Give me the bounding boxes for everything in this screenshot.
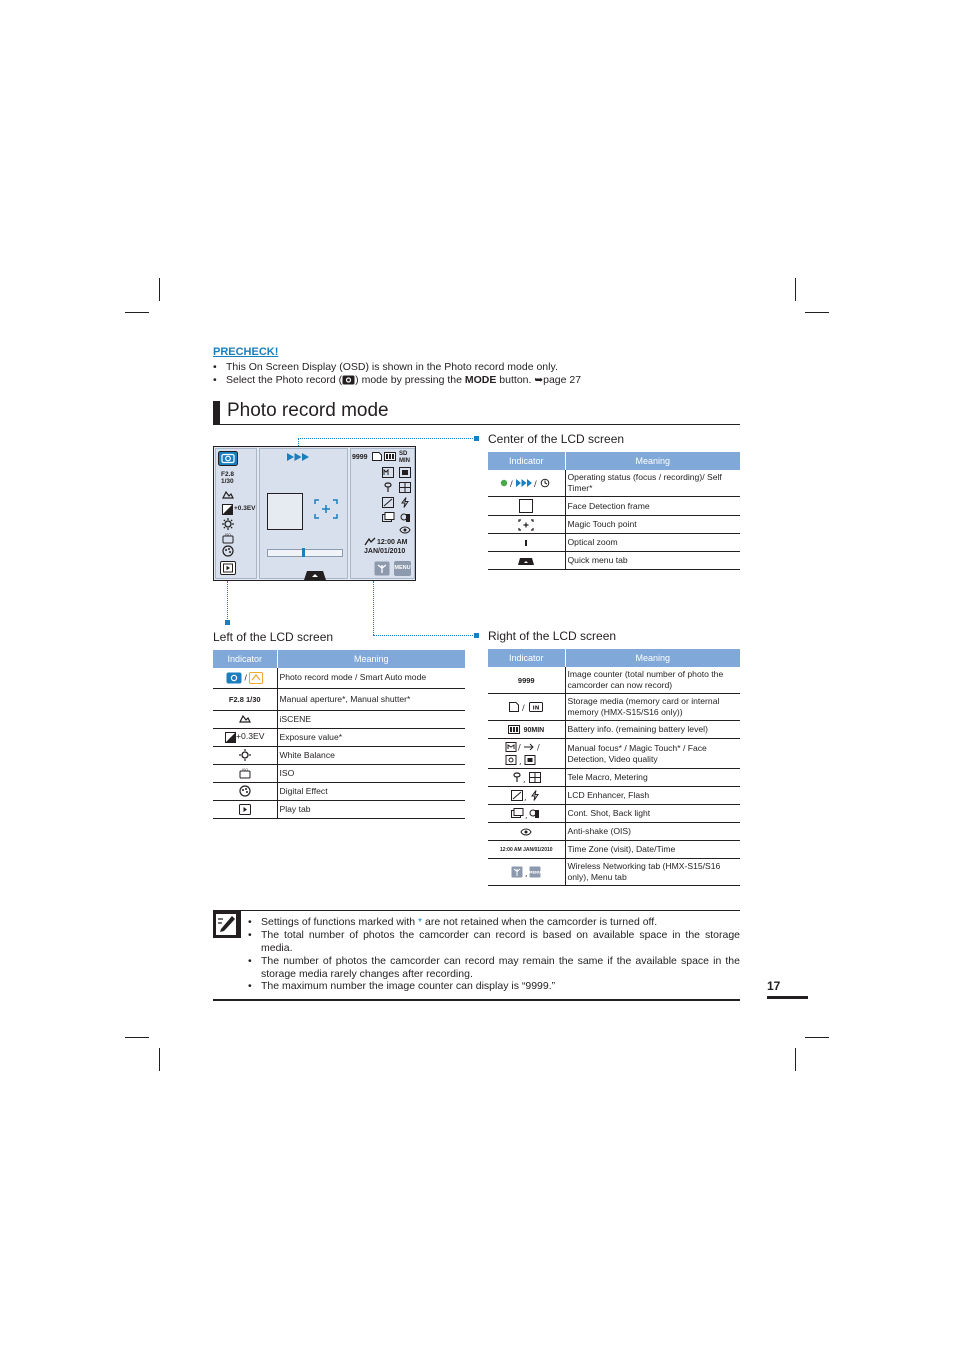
anti-shake-icon: [520, 827, 532, 837]
left-header-indicator: Indicator: [213, 650, 277, 668]
lcd-enhancer-flash-icon: [511, 790, 541, 801]
right-meaning-6: LCD Enhancer, Flash: [565, 787, 740, 805]
notes-bottom-rule: [213, 999, 740, 1001]
center-leader-line: [298, 438, 475, 439]
right-indicator-datetime: 12:00 AM JAN/01/2010: [488, 841, 565, 859]
right-meaning-7: Cont. Shot, Back light: [565, 805, 740, 823]
face-detection-frame-icon: [519, 499, 533, 513]
note-4: • The maximum number the image counter can display is “9999.”: [248, 980, 740, 993]
tele-macro-metering-icon: [511, 772, 541, 783]
left-meaning-8: Play tab: [277, 800, 465, 818]
table-row: [488, 841, 740, 859]
play-tab-icon[interactable]: [220, 561, 236, 575]
precheck-title: PRECHECK!: [213, 346, 279, 358]
right-meaning-9: Time Zone (visit), Date/Time: [565, 841, 740, 859]
table-row: [488, 534, 740, 552]
crop-mark: [805, 312, 829, 313]
exposure-icon: [225, 732, 236, 743]
lcd-time: 12:00 AM: [377, 539, 408, 546]
svg-text:MENU: MENU: [529, 870, 542, 875]
center-header-indicator: Indicator: [488, 452, 565, 470]
table-row: [488, 552, 740, 570]
page-number: 17: [767, 979, 781, 993]
svg-text:/: /: [522, 703, 525, 713]
right-meaning-3: Battery info. (remaining battery level): [565, 721, 740, 739]
center-leader-end: [474, 436, 479, 441]
precheck-text-2c: button. ➥page 27: [496, 374, 582, 386]
exposure-icon: [222, 504, 233, 515]
manual-focus-magic-touch-icon: [504, 742, 548, 766]
section-title-bar: [213, 401, 220, 425]
svg-text:,: ,: [525, 869, 528, 878]
crop-mark: [795, 278, 796, 301]
right-header-meaning: Meaning: [565, 649, 740, 667]
center-header-meaning: Meaning: [565, 452, 740, 470]
lcd-aperture: F2.8: [221, 471, 235, 478]
left-indicator-ev: +0.3EV: [236, 731, 265, 742]
face-detection-frame: [267, 493, 303, 530]
svg-text:,: ,: [524, 793, 527, 802]
right-leader-line: [373, 581, 374, 635]
note-2-text: The total number of photos the camcorder can record is based on available space in the storage media.: [261, 929, 740, 954]
note-icon: [213, 911, 241, 938]
metering-icon: [399, 482, 411, 493]
optical-zoom-indicator: [302, 548, 305, 557]
menu-tab[interactable]: MENU: [394, 561, 411, 576]
lcd-ev-value: +0.3EV: [234, 505, 256, 512]
svg-text:ISO: ISO: [224, 533, 232, 537]
svg-text:/: /: [537, 742, 540, 752]
center-leader-line-v: [298, 438, 299, 446]
left-leader-line: [227, 581, 228, 621]
left-header-meaning: Meaning: [277, 650, 465, 668]
note-3-text: The number of photos the camcorder can record may remain the same if the available space in the storage media rarely changes after recording.: [261, 955, 740, 980]
iso-icon: [239, 768, 251, 779]
table-row: [213, 800, 465, 818]
lcd-enhancer-icon: [382, 497, 394, 508]
video-quality-icon: [399, 467, 411, 478]
table-row: [213, 728, 465, 746]
note-1-text-b: are not retained when the camcorder is turned off.: [422, 916, 658, 928]
optical-zoom-icon: [525, 540, 527, 546]
table-row: [488, 667, 740, 694]
right-leader-line-h: [373, 635, 475, 636]
table-row: [213, 710, 465, 728]
left-meaning-5: White Balance: [277, 746, 465, 764]
cont-shot-icon: [382, 512, 395, 523]
table-row: [488, 859, 740, 886]
note-4-text: The maximum number the image counter can display is “9999.”: [261, 980, 556, 992]
left-meaning-4: Exposure value*: [277, 728, 465, 746]
right-meaning-8: Anti-shake (OIS): [565, 823, 740, 841]
precheck-line-1: • This On Screen Display (OSD) is shown in the Photo record mode only.: [213, 361, 558, 373]
quick-menu-tab[interactable]: [301, 570, 329, 580]
precheck-text-2a: Select the Photo record (: [226, 374, 343, 386]
note-2: • The total number of photos the camcorder can record is based on available space in the storage media.: [248, 929, 740, 954]
table-row: [213, 764, 465, 782]
table-row: [488, 739, 740, 769]
crop-mark: [125, 1037, 149, 1038]
right-meaning-4: Manual focus* / Magic Touch* / Face Detection, Video quality: [565, 739, 740, 769]
table-row: [488, 805, 740, 823]
camera-icon: [342, 375, 355, 385]
table-row: [213, 746, 465, 764]
wireless-menu-tab-icon: [511, 866, 541, 878]
left-meaning-6: ISO: [277, 764, 465, 782]
svg-text:,: ,: [525, 811, 528, 820]
digital-effect-icon: [222, 545, 234, 557]
left-indicator-table: [213, 650, 465, 819]
white-balance-icon: [239, 749, 251, 761]
focus-status-icon: [500, 478, 552, 488]
right-meaning-2: Storage media (memory card or internal memory (HMX-S15/S16 only)): [565, 694, 740, 721]
iso-icon: [222, 533, 234, 544]
magic-touch-icon: [518, 519, 534, 531]
crop-mark: [125, 312, 149, 313]
lcd-screen: [213, 446, 416, 581]
mode-button-label: MODE: [464, 374, 497, 386]
left-meaning-2: Manual aperture*, Manual shutter*: [277, 688, 465, 710]
note-3: • The number of photos the camcorder can record may remain the same if the available space in the storage media rarely changes after recording.: [248, 955, 740, 980]
magic-touch-point-icon: [314, 499, 338, 519]
crop-mark: [795, 1048, 796, 1071]
center-meaning-5: Quick menu tab: [565, 552, 740, 570]
svg-text:,: ,: [519, 756, 522, 766]
crop-mark: [159, 1048, 160, 1071]
photo-mode-icon: [226, 672, 242, 684]
right-meaning-1: Image counter (total number of photo the camcorder can now record): [565, 667, 740, 694]
storage-media-icon: [509, 702, 543, 712]
svg-text:/: /: [518, 742, 521, 752]
left-meaning-1: Photo record mode / Smart Auto mode: [277, 668, 465, 688]
center-meaning-3: Magic Touch point: [565, 516, 740, 534]
right-indicator-counter: 9999: [488, 667, 565, 694]
center-meaning-2: Face Detection frame: [565, 497, 740, 516]
optical-zoom-bar: [267, 549, 343, 557]
svg-text:,: ,: [523, 775, 526, 784]
table-row: [488, 470, 740, 497]
svg-text:ISO: ISO: [241, 767, 248, 772]
center-heading: Center of the LCD screen: [488, 432, 625, 446]
svg-text:IN: IN: [532, 705, 540, 712]
table-row: [488, 823, 740, 841]
page-number-bar: [767, 996, 808, 999]
svg-text:/: /: [510, 479, 513, 489]
manual-focus-icon: [382, 467, 394, 478]
center-meaning-1: Operating status (focus / recording)/ Self Timer*: [565, 470, 740, 497]
quick-menu-tab-icon: [517, 557, 535, 565]
right-indicator-battery: 90MIN: [523, 726, 545, 734]
table-row: [488, 721, 740, 739]
right-heading: Right of the LCD screen: [488, 629, 617, 643]
lcd-shutter: 1/30: [221, 478, 234, 485]
table-row: [213, 688, 465, 710]
table-row: [488, 694, 740, 721]
left-heading: Left of the LCD screen: [213, 630, 334, 644]
left-meaning-7: Digital Effect: [277, 782, 465, 800]
battery-icon: [508, 725, 521, 734]
crop-mark: [159, 278, 160, 301]
note-1-star: *: [418, 916, 423, 928]
table-row: [488, 769, 740, 787]
note-1: • Settings of functions marked with * are not retained when the camcorder is turned off.: [248, 916, 658, 928]
time-zone-icon: [364, 537, 376, 547]
table-row: / Photo record mode / Smart Auto mode: [213, 668, 465, 688]
lcd-date: JAN/01/2010: [364, 548, 406, 555]
back-light-icon: [399, 512, 411, 523]
note-1-text-a: Settings of functions marked with: [261, 916, 418, 928]
left-leader-end: [225, 620, 230, 625]
cont-shot-back-light-icon: [511, 808, 541, 819]
center-indicator-table: [488, 452, 740, 570]
lcd-counter: 9999: [352, 454, 368, 461]
play-tab-icon: [239, 804, 251, 815]
smart-auto-icon: [249, 672, 263, 684]
digital-effect-icon: [239, 785, 251, 797]
right-meaning-5: Tele Macro, Metering: [565, 769, 740, 787]
precheck-text-1: This On Screen Display (OSD) is shown in the Photo record mode only.: [226, 361, 558, 373]
svg-text:/: /: [534, 479, 537, 489]
lcd-storage-label: SD MIN: [399, 451, 410, 464]
battery-icon: [384, 452, 397, 461]
section-rule: [213, 424, 740, 425]
right-indicator-table: [488, 649, 740, 886]
right-leader-end: [474, 633, 479, 638]
precheck-text-2b: ) mode by pressing the: [355, 374, 465, 386]
notes-top-rule: [213, 910, 740, 911]
right-header-indicator: Indicator: [488, 649, 565, 667]
iscene-icon: [239, 714, 251, 724]
table-row: [213, 782, 465, 800]
anti-shake-icon: [399, 525, 411, 535]
table-row: [488, 787, 740, 805]
left-meaning-3: iSCENE: [277, 710, 465, 728]
crop-mark: [805, 1037, 829, 1038]
precheck-line-2: • Select the Photo record ( ) mode by pressing the MODE button. ➥page 27: [213, 374, 582, 386]
center-meaning-4: Optical zoom: [565, 534, 740, 552]
wireless-networking-tab[interactable]: [374, 561, 390, 576]
table-row: [488, 516, 740, 534]
table-row: [488, 497, 740, 516]
storage-card-icon: [372, 452, 382, 461]
tele-macro-icon: [382, 482, 394, 493]
iscene-icon: [222, 490, 234, 500]
flash-icon: [399, 497, 411, 508]
photo-mode-icon: [218, 451, 238, 466]
section-title: Photo record mode: [227, 400, 389, 421]
recording-status-icon: [287, 453, 309, 461]
left-indicator-aperture: F2.8 1/30: [213, 688, 277, 710]
right-meaning-10: Wireless Networking tab (HMX-S15/S16 only), Menu tab: [565, 859, 740, 886]
white-balance-icon: [222, 518, 234, 530]
